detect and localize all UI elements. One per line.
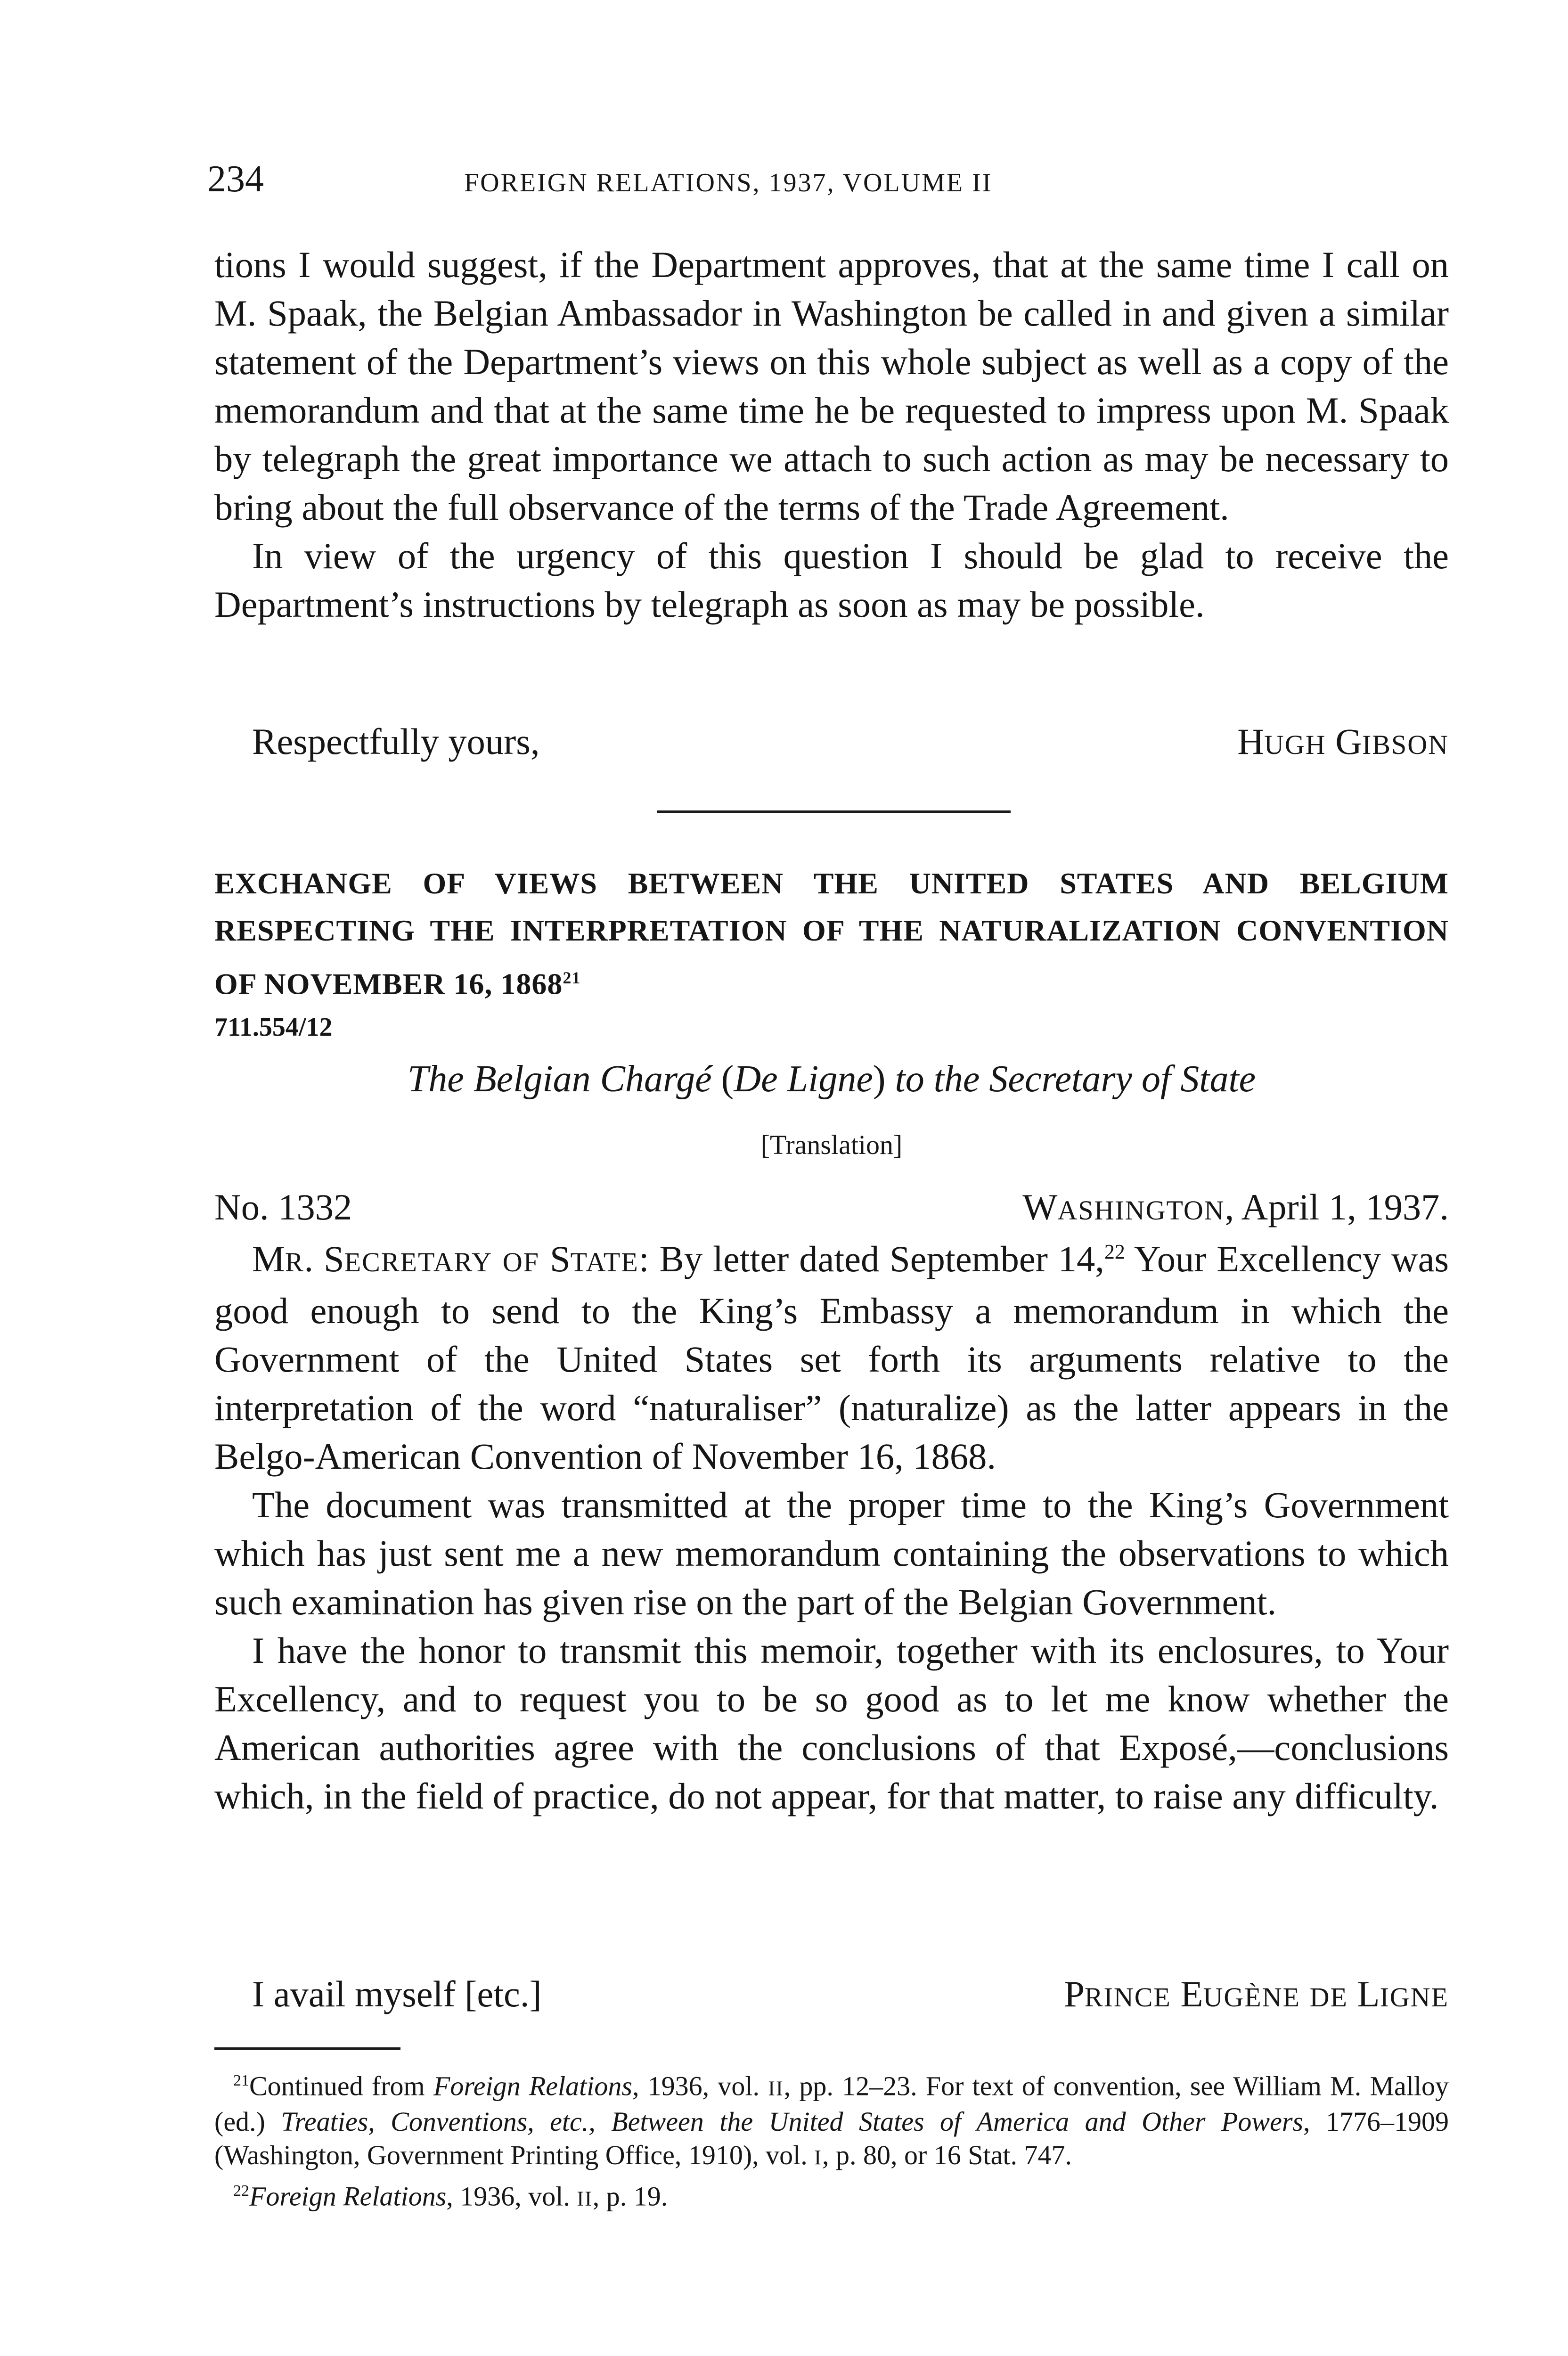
document-title: The Belgian Chargé (De Ligne) to the Secretary of State <box>407 1058 1256 1100</box>
section-heading: EXCHANGE OF VIEWS BETWEEN THE UNITED STATES AND BELGIUM RESPECTING THE INTERPRETATION OF THE NATURALIZATION CONVENTION OF NOVEMBER 16, 1868$^{21}$ <box>214 867 1449 1001</box>
urgency-paragraph: In view of the urgency of this question I should be glad to receive the Department’s instructions by telegraph as soon as may be possible. <box>214 535 1449 625</box>
footnote-22: $^{22}$Foreign Relations, 1936, vol. II, p. 19. <box>233 2181 668 2212</box>
letter-paragraph-3: I have the honor to transmit this memoir, together with its enclosures, to Your Excellency, and to request you to be so good as to let me know whether the American authorities agree with the conclusions of that Exposé,—conclusions which, in the field of practice, do not appear, for that matter, to raise any difficulty. <box>214 1630 1449 1816</box>
letter-signature: PRINCE EUGÈNE DE LIGNE <box>1064 1973 1449 2014</box>
footnotes <box>214 2064 1449 2216</box>
running-title: FOREIGN RELATIONS, 1937, VOLUME II <box>464 168 993 197</box>
section-divider <box>657 810 1011 813</box>
translation-note: [Translation] <box>760 1129 903 1160</box>
document-number: No. 1332 <box>214 1186 352 1227</box>
letter-closing-row <box>214 1970 1449 2021</box>
place-date: WASHINGTON, April 1, 1937. <box>1022 1186 1449 1227</box>
page-number: 234 <box>207 158 264 200</box>
footnote-ref-22: 22 <box>1104 1240 1125 1263</box>
letter-closing: I avail myself [etc.] <box>252 1973 542 2014</box>
dateline <box>214 1183 1449 1235</box>
letter-body <box>214 1235 1449 1820</box>
file-number: 711.554/12 <box>214 1013 333 1042</box>
footnote-21: $^{21}$Continued from Foreign Relations, 1936, vol. II, pp. 12–23. For text of convention, see William M. Malloy (ed.) Treaties, Conventions, etc., Between the United States of America and Other Powers, 1776–1909 (Washington, Government Printing Office, 1910), vol. I, p. 80, or 16 Stat. 747. <box>214 2070 1449 2171</box>
footnote-ref-21: 21 <box>563 968 581 987</box>
footnote-rule <box>214 2047 400 2050</box>
letter-paragraph-1: MR. SECRETARY OF STATE: By letter dated September 14,22 Your Excellency was good enough to send to the King’s Embassy a memorandum in which the Government of the United States set forth its arguments relative to the interpretation of the word “naturaliser” (naturalize) as the latter appears in the Belgo-American Convention of November 16, 1868. <box>214 1238 1449 1477</box>
prior-signature: HUGH GIBSON <box>1237 721 1449 762</box>
prior-document-body <box>214 240 1449 629</box>
prior-closing-row <box>214 717 1449 769</box>
letter-paragraph-2: The document was transmitted at the proper time to the King’s Government which has just sent me a new memorandum containing the observations to which such examination has given rise on the part of the Belgian Government. <box>214 1484 1449 1622</box>
prior-closing: Respectfully yours, <box>252 721 540 762</box>
running-head <box>207 155 1461 212</box>
continued-paragraph: tions I would suggest, if the Department approves, that at the same time I call on M. Spaak, the Belgian Ambassador in Washington be called in and given a similar statement of the Department’s views on this whole subject as well as a copy of the memorandum and that at the same time he be requested to impress upon M. Spaak by telegraph the great importance we attach to such action as may be necessary to bring about the full observance of the terms of the Trade Agreement. <box>214 244 1449 528</box>
